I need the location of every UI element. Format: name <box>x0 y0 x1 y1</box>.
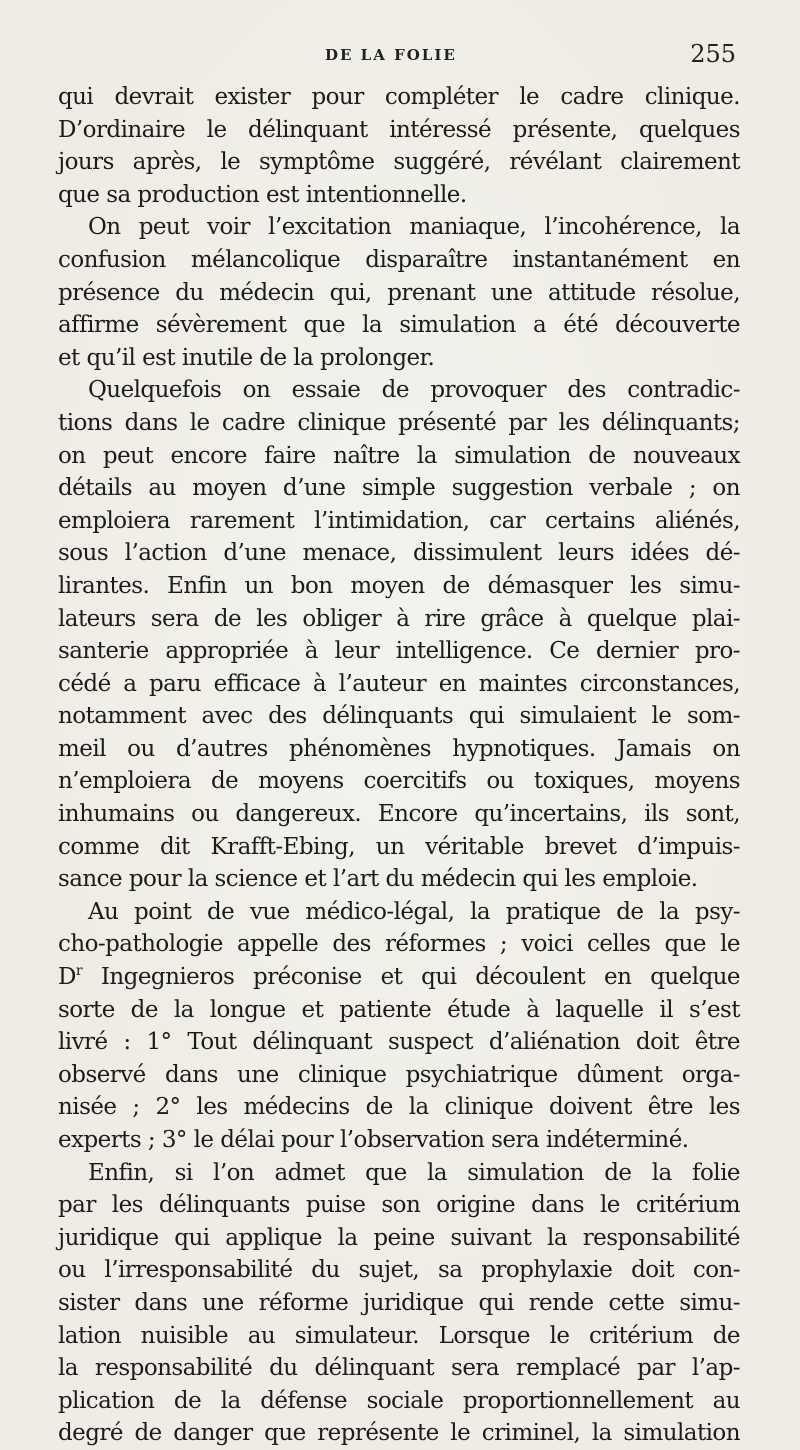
paragraph-2 <box>58 211 740 374</box>
text-line: affirme sévèrement que la simulation a été découverte <box>58 312 740 339</box>
text-line: et qu’il est inutile de la prolonger. <box>58 344 435 371</box>
page-number: 255 <box>690 40 736 68</box>
paragraph-4 <box>58 896 740 1157</box>
text-line: experts ; 3° le délai pour l’observation sera indéterminé. <box>58 1127 689 1153</box>
text-line: cédé a paru efficace à l’auteur en maintes circonstances, <box>58 670 740 697</box>
text-line: notamment avec des délinquants qui simulaient le som- <box>58 703 740 730</box>
text-line: emploiera rarement l’intimidation, car certains aliénés, <box>58 507 740 534</box>
text-line: qui devrait exister pour compléter le cadre clinique. <box>58 84 740 110</box>
text-line: que sa production est intentionnelle. <box>58 181 467 208</box>
text-line: lateurs sera de les obliger à rire grâce à quelque plai- <box>58 605 740 632</box>
text-line: Au point de vue médico-légal, la pratique de la psy- <box>88 898 740 925</box>
running-head <box>0 40 800 70</box>
text-line: sorte de la longue et patiente étude à laquelle il s’est <box>58 996 740 1023</box>
text-line: on peut encore faire naître la simulation de nouveaux <box>58 442 740 469</box>
text-line: lirantes. Enfin un bon moyen de démasquer les simu- <box>58 572 740 599</box>
text-line: inhumains ou dangereux. Encore qu’incertains, ils sont, <box>58 801 740 828</box>
text-line: détails au moyen d’une simple suggestion verbale ; on <box>58 475 740 502</box>
text-line: cho-pathologie appelle des réformes ; voici celles que le <box>58 931 740 958</box>
text-line: sance pour la science et l’art du médecin qui les emploie. <box>58 866 698 893</box>
text-line: livré : 1° Tout délinquant suspect d’aliénation doit être <box>58 1029 740 1056</box>
paragraph-1 <box>58 81 740 211</box>
text-line: meil ou d’autres phénomènes hypnotiques. Jamais on <box>58 735 740 762</box>
text-line: D’ordinaire le délinquant intéressé présente, quelques <box>58 116 740 143</box>
dr-abbreviation: D <box>58 964 76 991</box>
text-line: plication de la défense sociale proportionnellement au <box>58 1387 740 1414</box>
text-line: juridique qui applique la peine suivant la responsabilité <box>58 1224 740 1251</box>
text-line: présence du médecin qui, prenant une attitude résolue, <box>58 279 740 306</box>
text-body <box>58 81 740 1450</box>
text-line: degré de danger que représente le criminel, la simulation <box>58 1420 740 1447</box>
text-line: comme dit Krafft-Ebing, un véritable brevet d’impuis- <box>58 833 740 860</box>
text-line: Enfin, si l’on admet que la simulation de la folie <box>88 1159 740 1186</box>
text-line-dr <box>58 961 740 994</box>
dr-superscript: r <box>75 963 83 980</box>
paragraph-3 <box>58 374 740 896</box>
text-line: observé dans une clinique psychiatrique dûment orga- <box>58 1061 740 1088</box>
paragraph-5 <box>58 1157 740 1450</box>
text-line: par les délinquants puise son origine dans le critérium <box>58 1192 740 1219</box>
text-line: jours après, le symptôme suggéré, révélant clairement <box>58 149 740 176</box>
text-line: tions dans le cadre clinique présenté par les délinquants; <box>58 409 740 436</box>
running-title: DE LA FOLIE <box>325 46 457 64</box>
text-line: On peut voir l’excitation maniaque, l’incohérence, la <box>88 214 740 241</box>
text-line: confusion mélancolique disparaître instantanément en <box>58 246 740 273</box>
text-line: lation nuisible au simulateur. Lorsque le critérium de <box>58 1322 740 1349</box>
text-line: n’emploiera de moyens coercitifs ou toxiques, moyens <box>58 768 740 795</box>
text-line: nisée ; 2° les médecins de la clinique doivent être les <box>58 1094 740 1121</box>
text-line: Quelquefois on essaie de provoquer des contradic- <box>88 377 740 404</box>
text-line: ou l’irresponsabilité du sujet, sa prophylaxie doit con- <box>58 1257 740 1284</box>
text-line: la responsabilité du délinquant sera remplacé par l’ap- <box>58 1355 740 1382</box>
text-line: santerie appropriée à leur intelligence. Ce dernier pro- <box>58 638 740 665</box>
dr-line-text: Ingegnieros préconise et qui découlent en quelque <box>82 964 740 991</box>
text-line: sous l’action d’une menace, dissimulent leurs idées dé- <box>58 540 740 567</box>
text-line: sister dans une réforme juridique qui rende cette simu- <box>58 1289 740 1316</box>
